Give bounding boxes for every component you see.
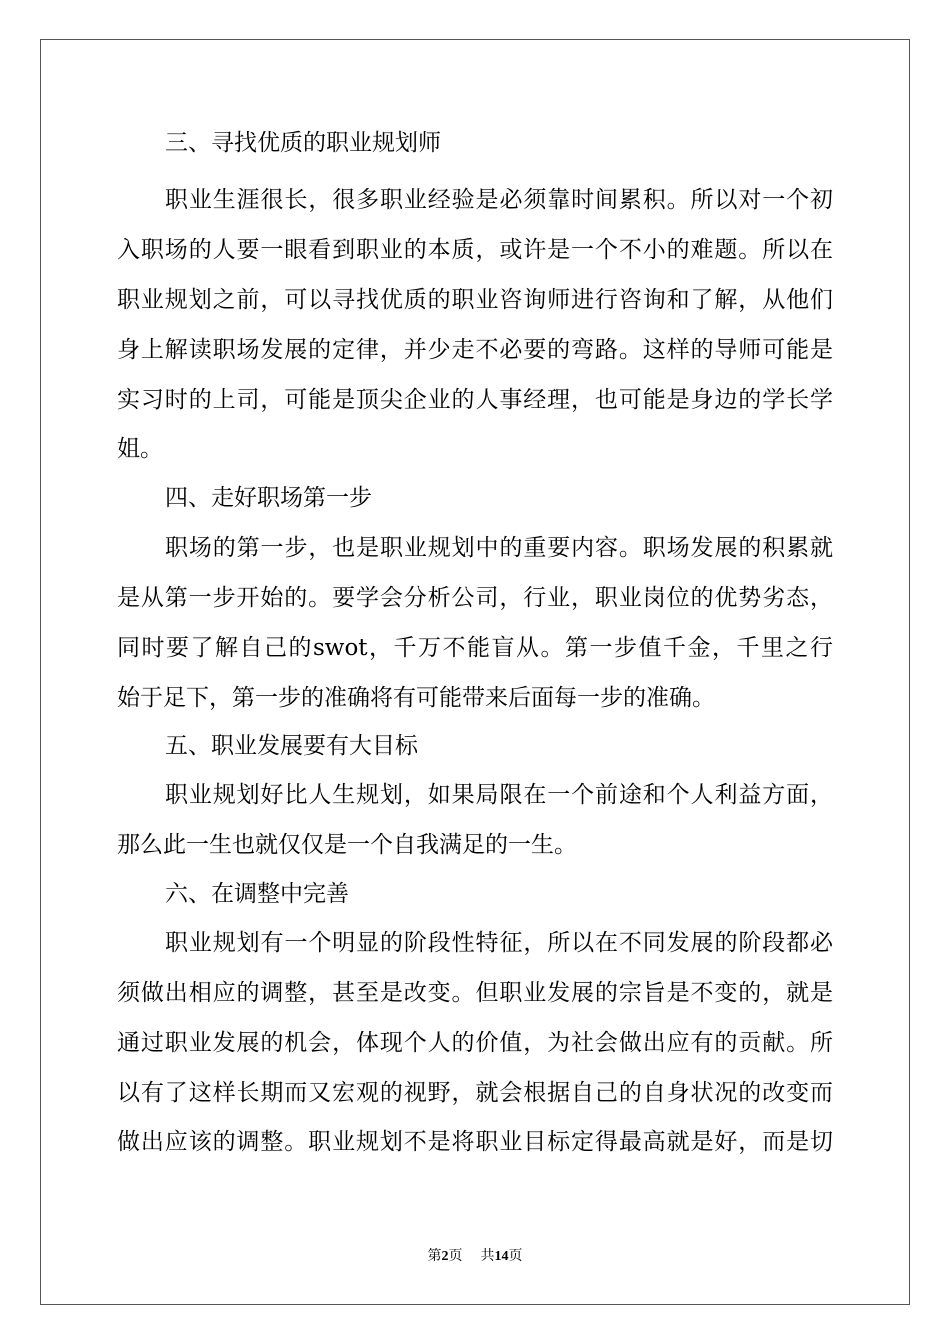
- paragraph-line: 姐。: [117, 436, 163, 462]
- paragraph-line: 做出应该的调整。职业规划不是将职业目标定得最高就是好，而是切: [117, 1129, 833, 1155]
- paragraph-line: 入职场的人要一眼看到职业的本质，或许是一个不小的难题。所以在: [117, 237, 833, 263]
- section-heading-5: 五、职业发展要有大目标: [165, 733, 418, 759]
- current-page-number: 2: [441, 1249, 449, 1264]
- paragraph-line: 职业规划有一个明显的阶段性特征，所以在不同发展的阶段都必: [165, 930, 833, 956]
- paragraph-line: 始于足下，第一步的准确将有可能带来后面每一步的准确。: [117, 685, 715, 711]
- paragraph-line: 是从第一步开始的。要学会分析公司，行业，职业岗位的优势劣态，: [117, 585, 833, 611]
- page-frame: [40, 39, 910, 1305]
- paragraph-line: 职业规划好比人生规划，如果局限在一个前途和个人利益方面，: [165, 782, 833, 808]
- paragraph-line: 实习时的上司，可能是顶尖企业的人事经理，也可能是身边的学长学: [117, 387, 833, 413]
- page-label-suffix: 页: [448, 1249, 463, 1264]
- paragraph-line: 通过职业发展的机会，体现个人的价值，为社会做出应有的贡献。所: [117, 1030, 833, 1056]
- paragraph-line: 那么此一生也就仅仅是一个自我满足的一生。: [117, 832, 577, 858]
- section-heading-4: 四、走好职场第一步: [165, 485, 372, 511]
- total-label-prefix: 共: [480, 1249, 495, 1264]
- paragraph-line: 职场的第一步，也是职业规划中的重要内容。职场发展的积累就: [165, 535, 833, 561]
- paragraph-line: 职业生涯很长，很多职业经验是必须靠时间累积。所以对一个初: [165, 187, 833, 213]
- section-heading-3: 三、寻找优质的职业规划师: [165, 130, 441, 156]
- paragraph-line: 须做出相应的调整，甚至是改变。但职业发展的宗旨是不变的，就是: [117, 980, 833, 1006]
- page-footer: [0, 1247, 950, 1267]
- section-heading-6: 六、在调整中完善: [165, 881, 349, 907]
- paragraph-line: 职业规划之前，可以寻找优质的职业咨询师进行咨询和了解，从他们: [117, 287, 833, 313]
- total-label-suffix: 页: [508, 1249, 523, 1264]
- paragraph-line: 身上解读职场发展的定律，并少走不必要的弯路。这样的导师可能是: [117, 337, 833, 363]
- paragraph-line: 同时要了解自己的swot，千万不能盲从。第一步值千金，千里之行: [117, 635, 833, 661]
- page-label-prefix: 第: [427, 1249, 442, 1264]
- total-page-count: 14: [494, 1249, 509, 1264]
- paragraph-line: 以有了这样长期而又宏观的视野，就会根据自己的自身状况的改变而: [117, 1080, 833, 1106]
